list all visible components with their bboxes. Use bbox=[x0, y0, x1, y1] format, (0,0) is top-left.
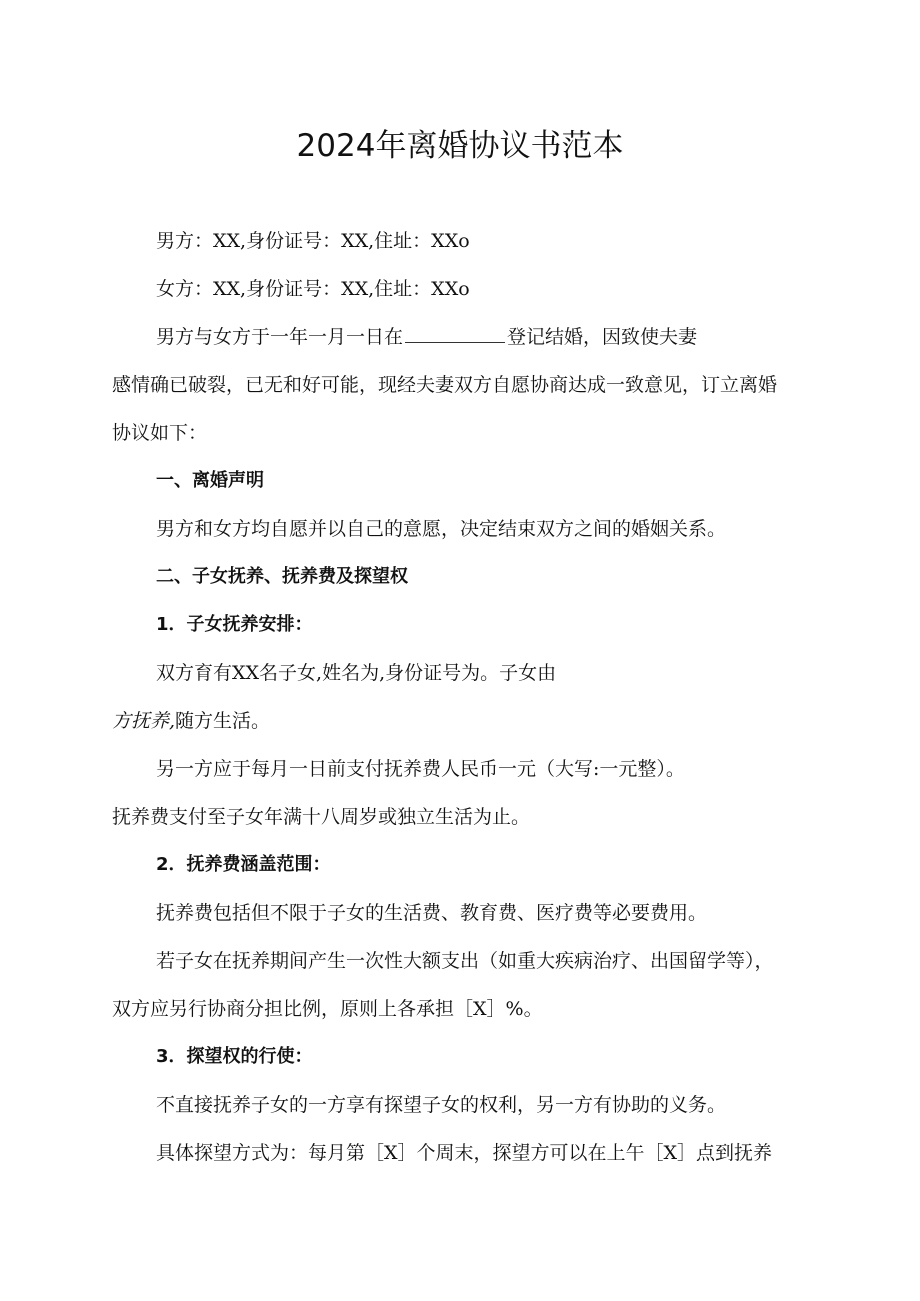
section-1-heading: 一、离婚声明 bbox=[156, 470, 264, 491]
item-3-line-2: 具体探望方式为：每月第［X］个周末，探望方可以在上午［X］点到抚养 bbox=[156, 1142, 773, 1164]
item-1-heading: 1．子女抚养安排： bbox=[156, 614, 313, 635]
section-2-heading: 二、子女抚养、抚养费及探望权 bbox=[156, 566, 408, 587]
item-1-line-2-italic: 方抚养, bbox=[112, 710, 176, 732]
item-1-line-2 bbox=[112, 708, 270, 734]
marriage-text-part-1: 男方与女方于一年一月一日在 bbox=[156, 326, 404, 348]
document-title: 2024年离婚协议书范本 bbox=[296, 128, 624, 164]
wife-info: 女方：XX,身份证号：XX,住址：XXo bbox=[156, 278, 470, 300]
marriage-statement-line-1 bbox=[156, 324, 697, 350]
item-1-line-3: 另一方应于每月一日前支付抚养费人民币一元（大写:一元整）。 bbox=[156, 758, 685, 780]
item-1-line-1: 双方育有XX名子女,姓名为,身份证号为。子女由 bbox=[156, 662, 557, 684]
item-2-heading: 2．抚养费涵盖范围： bbox=[156, 854, 331, 875]
item-1-line-2-rest: 随方生活。 bbox=[175, 710, 271, 732]
marriage-statement-line-3: 协议如下： bbox=[112, 422, 208, 444]
marriage-statement-line-2: 感情确已破裂，已无和好可能，现经夫妻双方自愿协商达成一致意见，订立离婚 bbox=[112, 374, 778, 396]
registration-place-blank bbox=[405, 324, 505, 343]
item-2-line-3: 双方应另行协商分担比例，原则上各承担［X］%。 bbox=[112, 998, 543, 1020]
item-3-heading: 3．探望权的行使： bbox=[156, 1046, 313, 1067]
item-2-line-2: 若子女在抚养期间产生一次性大额支出（如重大疾病治疗、出国留学等）， bbox=[156, 950, 774, 972]
marriage-text-part-2: 登记结婚，因致使夫妻 bbox=[507, 326, 698, 348]
section-1-text: 男方和女方均自愿并以自己的意愿，决定结束双方之间的婚姻关系。 bbox=[156, 518, 727, 540]
item-3-line-1: 不直接抚养子女的一方享有探望子女的权利，另一方有协助的义务。 bbox=[156, 1094, 727, 1116]
husband-info: 男方：XX,身份证号：XX,住址：XXo bbox=[156, 230, 470, 252]
item-2-line-1: 抚养费包括但不限于子女的生活费、教育费、医疗费等必要费用。 bbox=[156, 902, 708, 924]
item-1-line-4: 抚养费支付至子女年满十八周岁或独立生活为止。 bbox=[112, 806, 531, 828]
